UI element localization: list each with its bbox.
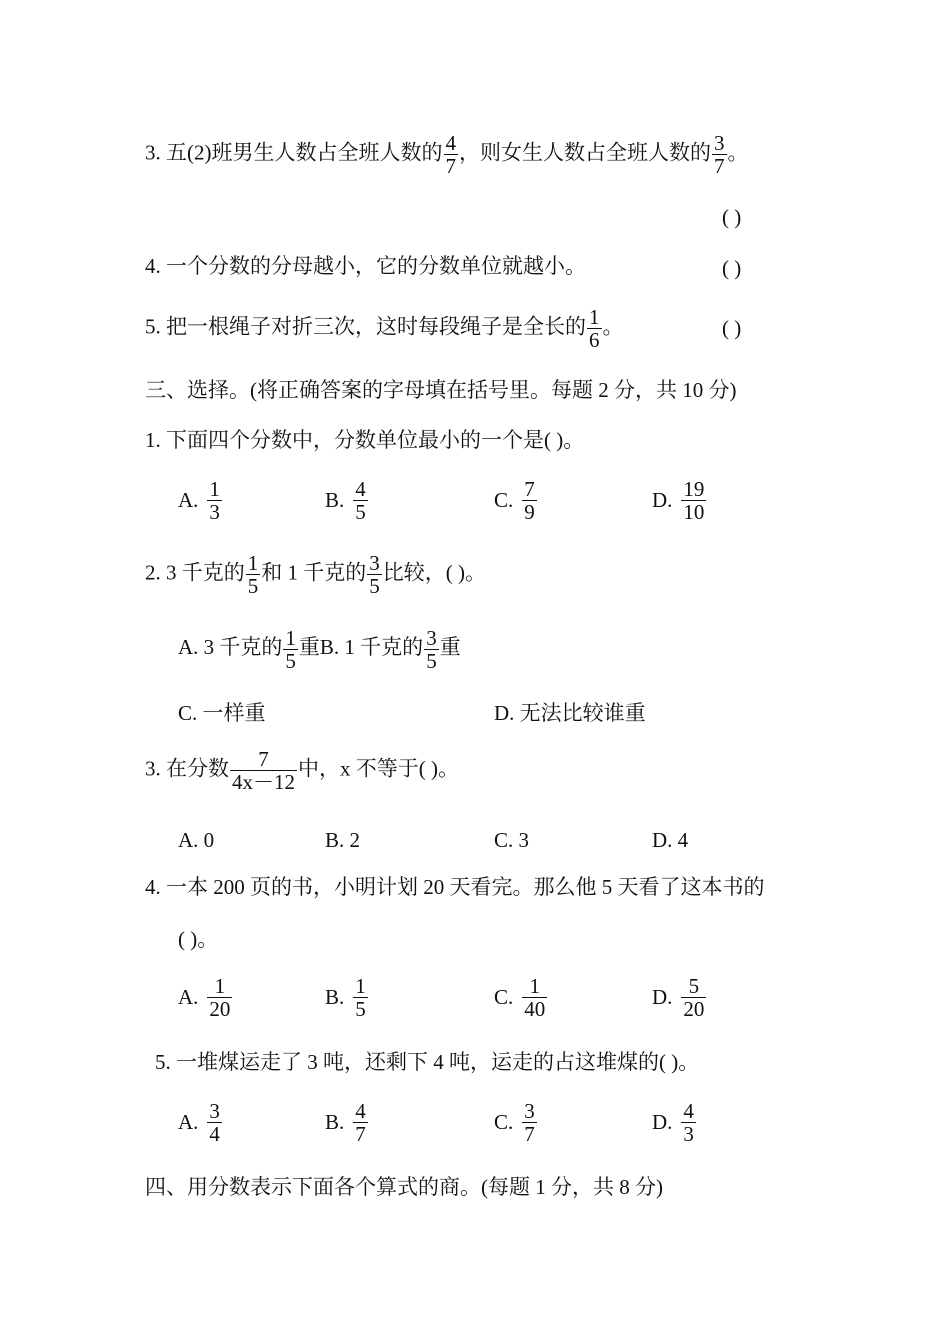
fraction-3-5: $\frac{3}{5}$ xyxy=(369,551,380,599)
choice-question-3: 3. 在分数 $\frac{7}{4x-12}$ 中，x 不等于( )。 xyxy=(145,747,459,795)
choice-question-5: 5. 一堆煤运走了 3 吨，还剩下 4 吨，运走的占这堆煤的( )。 xyxy=(155,1050,700,1074)
fraction-1-5: $\frac{1}{5}$ xyxy=(247,551,259,599)
section-4-title: 四、用分数表示下面各个算式的商。(每题 1 分，共 8 分) xyxy=(145,1175,663,1199)
answer-blank-q3[interactable]: ( ) xyxy=(722,205,742,229)
c4-option-d[interactable]: D. $\frac{5}{20}$ xyxy=(652,974,705,1022)
c5-option-b[interactable]: B. $\frac{4}{7}$ xyxy=(325,1099,366,1147)
c3-option-d[interactable]: D. 4 xyxy=(652,828,689,852)
judge-q3-text-a: 3. 五(2)班男生人数占全班人数的 xyxy=(145,140,443,165)
c2-option-c[interactable]: C. 一样重 xyxy=(178,701,266,725)
choice-question-2: 2. 3 千克的 $\frac{1}{5}$ 和 1 千克的 $\frac{3}{5}$ 比较，( )。 xyxy=(145,551,486,599)
fraction-7-over-4x-12: $\frac{7}{4x-12}$ xyxy=(232,747,295,795)
c3-option-c[interactable]: C. 3 xyxy=(494,828,530,852)
choice-question-4: 4. 一本 200 页的书，小明计划 20 天看完。那么他 5 天看了这本书的 xyxy=(145,875,765,899)
answer-blank-q4[interactable]: ( ) xyxy=(722,256,742,280)
c2-option-b[interactable]: B. 1 千克的 $\frac{3}{5}$ 重 xyxy=(319,626,461,674)
c3-option-a[interactable]: A. 0 xyxy=(178,828,215,852)
c2-option-a[interactable]: A. 3 千克的 $\frac{1}{5}$ 重 xyxy=(178,626,320,674)
choice-question-4-blank[interactable]: ( )。 xyxy=(178,927,219,951)
c3-option-b[interactable]: B. 2 xyxy=(325,828,361,852)
judge-q3-text-b: ，则女生人数占全班人数的 xyxy=(459,140,711,165)
judge-question-3: 3. 五(2)班男生人数占全班人数的 $\frac{4}{7}$ ，则女生人数占全班人数的 $\frac{3}{7}$ 。 xyxy=(145,131,749,179)
c1-option-d[interactable]: D. $\frac{19}{10}$ xyxy=(652,477,705,525)
fraction-3-7: $\frac{3}{7}$ xyxy=(714,131,725,179)
c5-option-a[interactable]: A. $\frac{3}{4}$ xyxy=(178,1099,220,1147)
c2-options-ab xyxy=(178,627,461,672)
judge-question-5: 5. 把一根绳子对折三次，这时每段绳子是全长的 $\frac{1}{6}$ 。 xyxy=(145,305,624,353)
c2-option-d[interactable]: D. 无法比较谁重 xyxy=(494,701,646,725)
c1-option-c[interactable]: C. $\frac{7}{9}$ xyxy=(494,477,535,525)
fraction-4-7: $\frac{4}{7}$ xyxy=(445,131,456,179)
section-3-title: 三、选择。(将正确答案的字母填在括号里。每题 2 分，共 10 分) xyxy=(145,378,737,402)
c4-option-c[interactable]: C. $\frac{1}{40}$ xyxy=(494,974,546,1022)
c1-option-a[interactable]: A. $\frac{1}{3}$ xyxy=(178,477,220,525)
c5-option-c[interactable]: C. $\frac{3}{7}$ xyxy=(494,1099,535,1147)
c4-option-b[interactable]: B. $\frac{1}{5}$ xyxy=(325,974,366,1022)
answer-blank-q5[interactable]: ( ) xyxy=(722,316,742,340)
c1-option-b[interactable]: B. $\frac{4}{5}$ xyxy=(325,477,366,525)
judge-question-4: 4. 一个分数的分母越小，它的分数单位就越小。 xyxy=(145,254,586,278)
c5-option-d[interactable]: D. $\frac{4}{3}$ xyxy=(652,1099,694,1147)
c4-option-a[interactable]: A. $\frac{1}{20}$ xyxy=(178,974,231,1022)
choice-question-1: 1. 下面四个分数中，分数单位最小的一个是( )。 xyxy=(145,428,585,452)
fraction-1-6: $\frac{1}{6}$ xyxy=(589,305,600,353)
